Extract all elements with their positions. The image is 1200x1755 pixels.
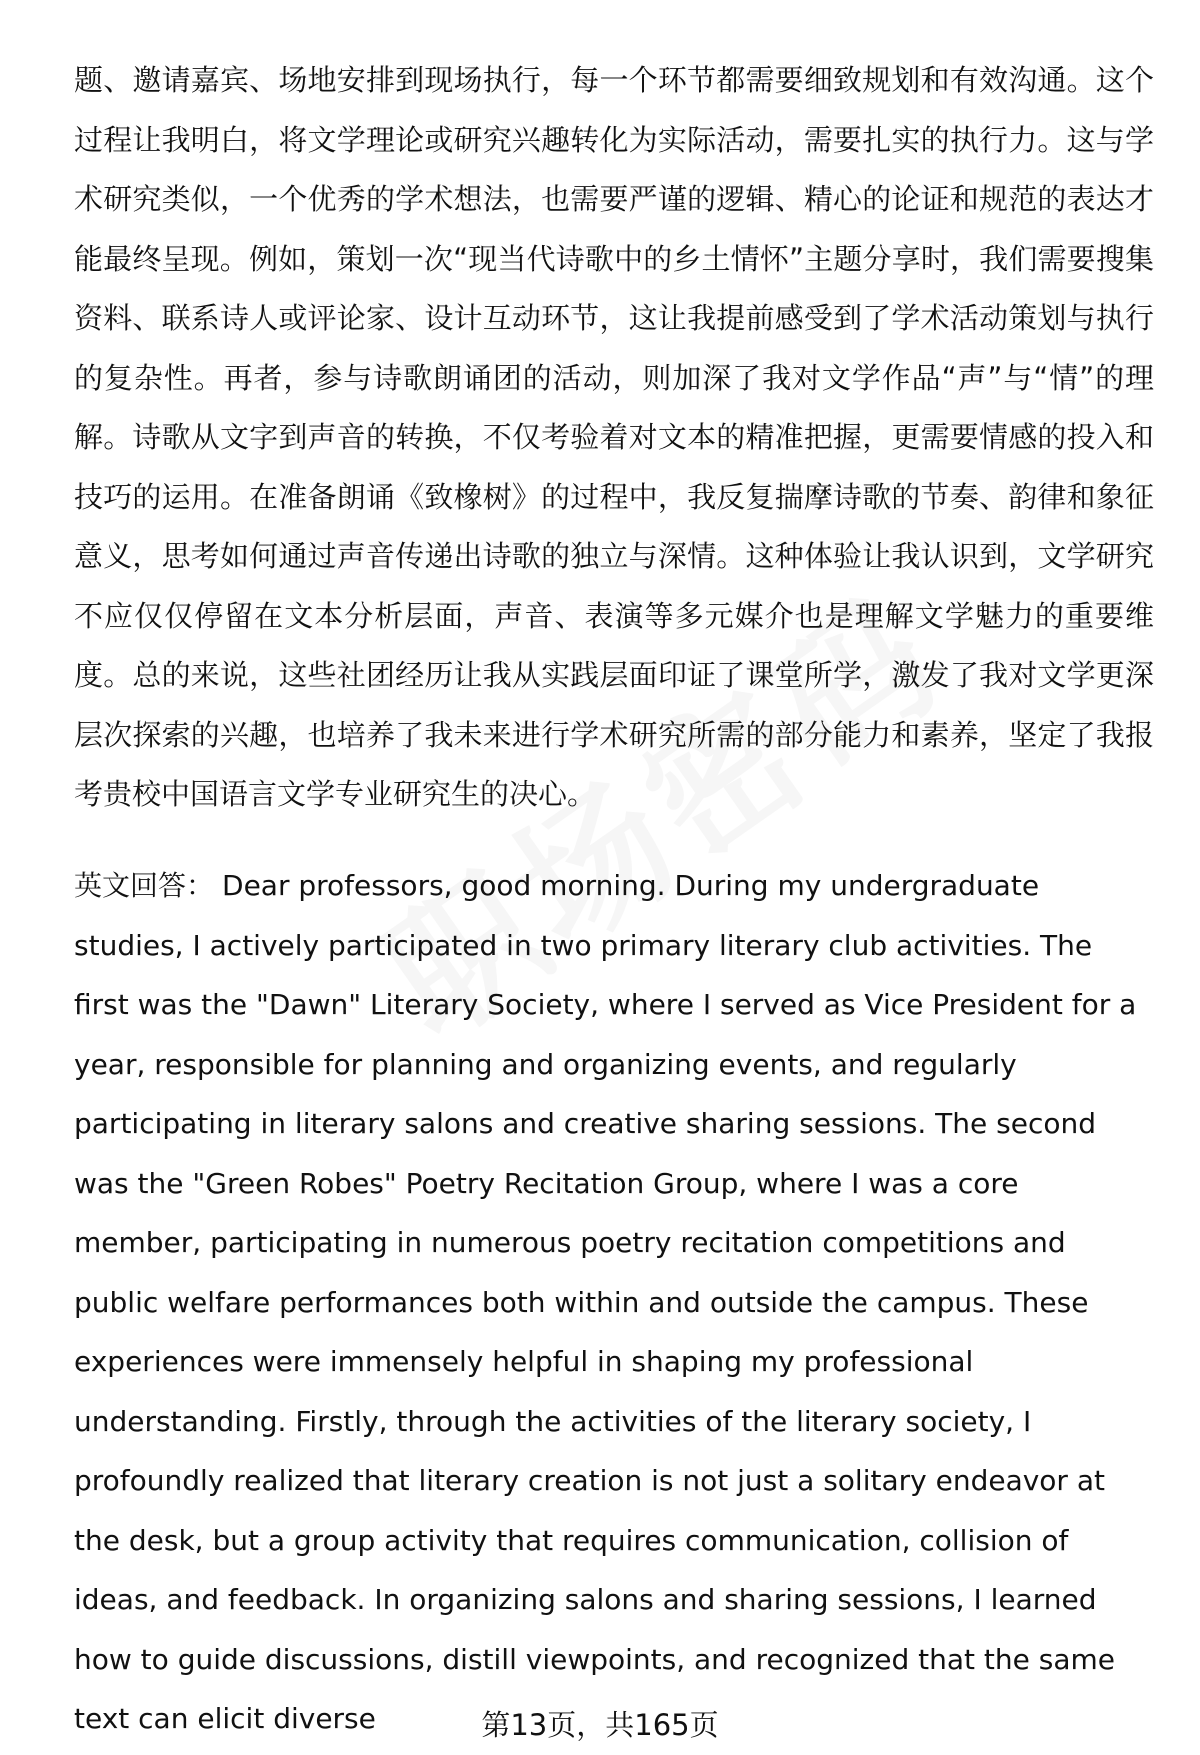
chinese-answer-paragraph: 题、邀请嘉宾、场地安排到现场执行，每一个环节都需要细致规划和有效沟通。这个过程让我明白，将文学理论或研究兴趣转化为实际活动，需要扎实的执行力。这与学术研究类似，一个优秀的学术想法，也需要严谨的逻辑、精心的论证和规范的表达才能最终呈现。例如，策划一次“现当代诗歌中的乡土情怀”主题分享时，我们需要搜集资料、联系诗人或评论家、设计互动环节，这让我提前感受到了学术活动策划与执行的复杂性。再者，参与诗歌朗诵团的活动，则加深了我对文学作品“声”与“情”的理解。诗歌从文字到声音的转换，不仅考验着对文本的精准把握，更需要情感的投入和技巧的运用。在准备朗诵《致橡树》的过程中，我反复揣摩诗歌的节奏、韵律和象征意义，思考如何通过声音传递出诗歌的独立与深情。这种体验让我认识到，文学研究不应仅仅停留在文本分析层面，声音、表演等多元媒介也是理解文学魅力的重要维度。总的来说，这些社团经历让我从实践层面印证了课堂所学，激发了我对文学更深层次探索的兴趣，也培养了我未来进行学术研究所需的部分能力和素养，坚定了我报考贵校中国语言文学专业研究生的决心。 <box>74 63 1154 811</box>
page-number: 第13页，共165页 <box>481 1708 719 1742</box>
english-answer-label: 英文回答： <box>74 869 215 902</box>
english-answer-text: Dear professors, good morning. During my undergraduate studies, I actively participated in two primary literary club activities. The first was the "Dawn" Literary Society, where I served as Vice President for a year, responsible for planning and organizing events, and regularly participating in literary salons and creative sharing sessions. The second was the "Green Robes" Poetry Recitation Group, where I was a core member, participating in numerous poetry recitation competitions and public welfare performances both within and outside the campus. These experiences were immensely helpful in shaping my professional understanding. Firstly, through the activities of the literary society, I profoundly realized that literary creation is not just a solitary endeavor at the desk, but a group activity that requires communication, collision of ideas, and feedback. In organizing salons and sharing sessions, I learned how to guide discussions, distill viewpoints, and recognized that the same text can elicit diverse <box>74 869 1137 1735</box>
